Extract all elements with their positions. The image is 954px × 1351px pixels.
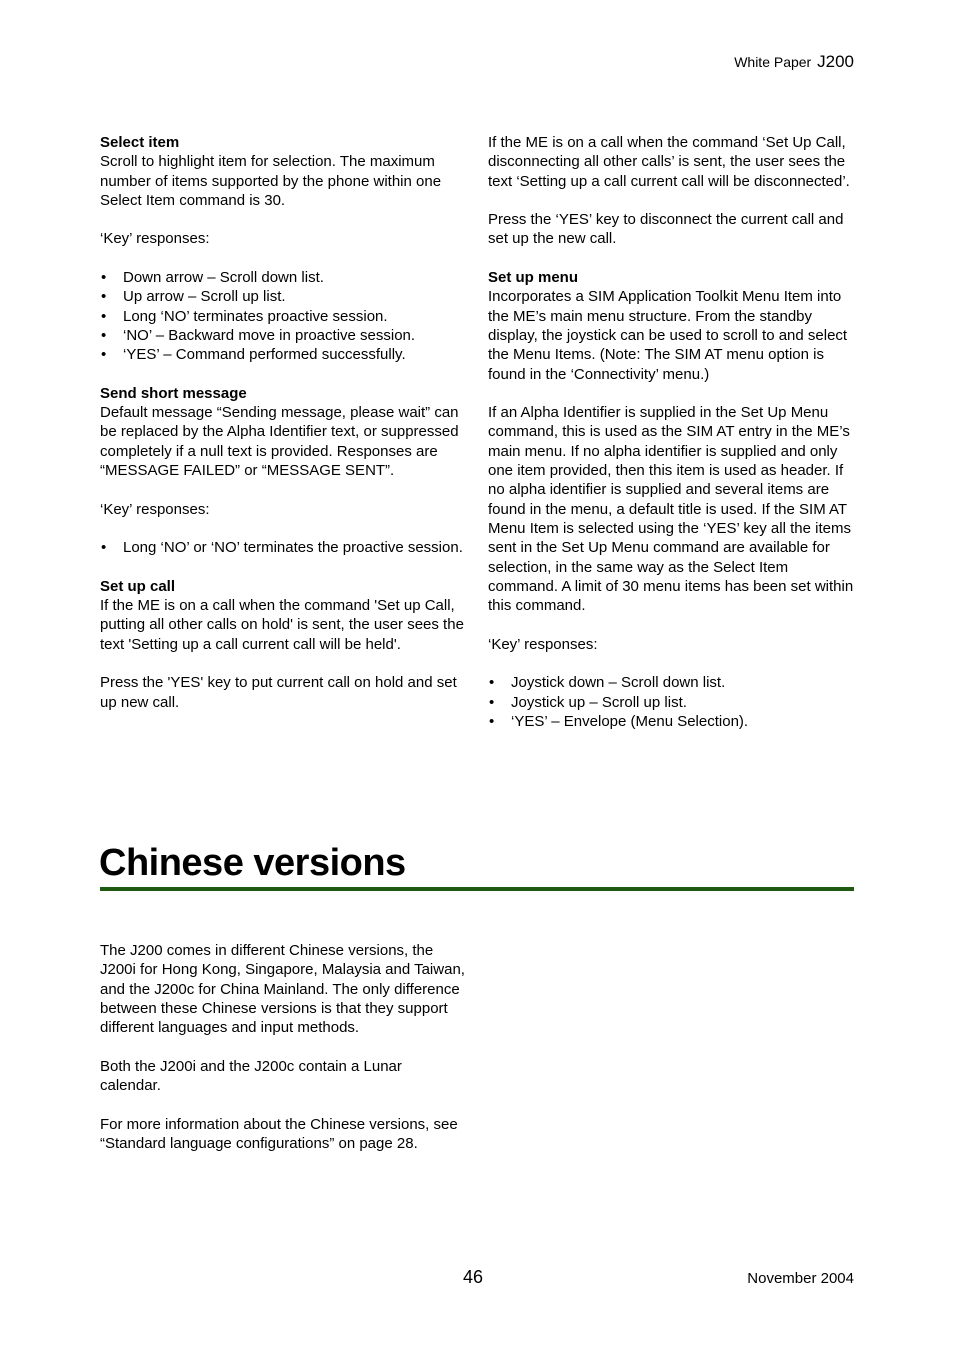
bullet-item: • Down arrow – Scroll down list. bbox=[100, 268, 466, 287]
header-label: White Paper bbox=[734, 54, 812, 70]
set-up-menu-key-label: ‘Key’ responses: bbox=[488, 635, 598, 653]
left-column bbox=[100, 133, 466, 731]
bullet-item: • Joystick down – Scroll down list. bbox=[488, 673, 856, 692]
select-item-body: Scroll to highlight item for selection. The maximum number of items supported by the phone within one Select Item command is 30. bbox=[100, 153, 442, 209]
set-up-call-heading: Set up call bbox=[100, 577, 176, 595]
bullet-item: • Joystick up – Scroll up list. bbox=[488, 693, 856, 712]
set-up-menu-bullets bbox=[488, 673, 856, 731]
bullet-item: • Up arrow – Scroll up list. bbox=[100, 287, 466, 306]
set-up-menu-body: Incorporates a SIM Application Toolkit Menu Item into the ME’s main menu structure. From the standby display, the joystick can be used to scroll to and select the Menu Items. (Note: The SIM AT menu option is found in the ‘Connectivity’ menu.) bbox=[488, 288, 848, 383]
send-short-message-bullets bbox=[100, 538, 466, 557]
select-item-heading: Select item bbox=[100, 134, 180, 151]
chinese-versions-body bbox=[100, 941, 466, 1173]
send-short-message-body: Default message “Sending message, please wait” can be replaced by the Alpha Identifier text, or suppressed completely if a null text is provided. Responses are “MESSAGE FAILED” or “MESSAGE SENT”. bbox=[100, 404, 459, 480]
header-model: J200 bbox=[817, 52, 854, 71]
right-column bbox=[488, 133, 856, 751]
set-up-call-body-2: Press the 'YES' key to put current call on hold and set up new call. bbox=[100, 674, 457, 711]
call-continued-body: If the ME is on a call when the command ‘Set Up Call, disconnecting all other calls’ is sent, the user sees the text ‘Setting up a call current call will be disconnected’. bbox=[488, 134, 850, 190]
bullet-item: • Long ‘NO’ terminates proactive session. bbox=[100, 307, 466, 326]
footer-date: November 2004 bbox=[747, 1270, 854, 1287]
set-up-menu-heading: Set up menu bbox=[488, 269, 579, 287]
page-header bbox=[734, 52, 854, 72]
bullet-item: • Long ‘NO’ or ‘NO’ terminates the proactive session. bbox=[100, 538, 466, 557]
section-title: Chinese versions bbox=[99, 842, 406, 884]
set-up-menu-body-2: If an Alpha Identifier is supplied in the Set Up Menu command, this is used as the SIM AT entry in the ME’s main menu. If no alpha identifier is supplied and only one item provided, then this item is used as header. If no alpha identifier is supplied and several items are found in the menu, a default title is used. If the SIM AT Menu Item is selected using the ‘YES’ key all the items sent in the Set Up Menu command are available for selection, in the same way as the Select Item command. A limit of 30 menu items has been set within this command. bbox=[488, 404, 854, 615]
call-continued-body-2: Press the ‘YES’ key to disconnect the current call and set up the new call. bbox=[488, 211, 844, 248]
chinese-versions-paragraph: Both the J200i and the J200c contain a Lunar calendar. bbox=[100, 1057, 402, 1095]
send-short-message-heading: Send short message bbox=[100, 384, 247, 402]
bullet-item: • ‘YES’ – Envelope (Menu Selection). bbox=[488, 712, 856, 731]
select-item-bullets bbox=[100, 268, 466, 364]
send-short-message-key-label: ‘Key’ responses: bbox=[100, 500, 210, 518]
section-rule bbox=[100, 887, 854, 891]
chinese-versions-paragraph: For more information about the Chinese versions, see “Standard language configurations” on page 28. bbox=[100, 1115, 458, 1152]
chinese-versions-paragraph: The J200 comes in different Chinese versions, the J200i for Hong Kong, Singapore, Malaysia and Taiwan, and the J200c for China Mainland. The only difference between these Chinese versions is that they support different languages and input methods. bbox=[100, 942, 465, 1037]
select-item-key-label: ‘Key’ responses: bbox=[100, 230, 210, 248]
set-up-call-body: If the ME is on a call when the command 'Set up Call, putting all other calls on hold' is sent, the user sees the text 'Setting up a call current call will be held'. bbox=[100, 597, 464, 653]
bullet-item: • ‘NO’ – Backward move in proactive session. bbox=[100, 326, 466, 345]
page-number: 46 bbox=[463, 1267, 484, 1287]
bullet-item: • ‘YES’ – Command performed successfully. bbox=[100, 345, 466, 364]
